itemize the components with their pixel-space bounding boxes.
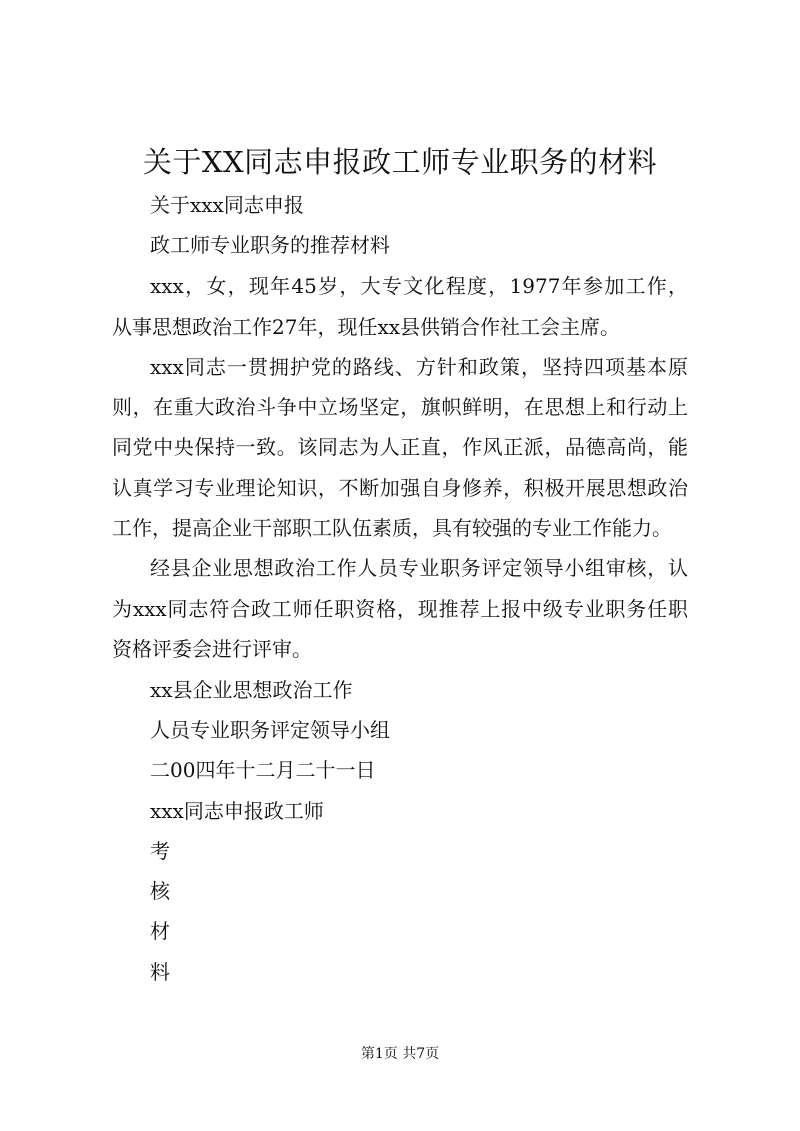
vertical-char-2: 核	[150, 879, 170, 903]
paragraph-3-line-3: 资格评委会进行评审。	[112, 637, 312, 661]
page-footer: 第1页 共7页	[360, 1046, 440, 1062]
paragraph-2-line-3: 同党中央保持一致。该同志为人正直，作风正派，品德高尚，能	[112, 435, 688, 459]
paragraph-1-line-1: xxx，女，现年45岁，大专文化程度，1977年参加工作，	[150, 274, 688, 298]
paragraph-2-line-4: 认真学习专业理论知识，不断加强自身修养，积极开展思想政治	[112, 476, 688, 500]
signature-line-2: 人员专业职务评定领导小组	[150, 718, 390, 742]
paragraph-2-line-5: 工作，提高企业干部职工队伍素质，具有较强的专业工作能力。	[112, 516, 672, 540]
paragraph-3-line-2: 为xxx同志符合政工师任职资格，现推荐上报中级专业职务任职	[112, 597, 688, 621]
vertical-char-1: 考	[150, 839, 170, 863]
subtitle-line-2: 政工师专业职务的推荐材料	[150, 233, 390, 257]
signature-line-1: xx县企业思想政治工作	[150, 678, 353, 702]
paragraph-2-line-1: xxx同志一贯拥护党的路线、方针和政策，坚持四项基本原	[150, 355, 688, 379]
signature-date: 二00四年十二月二十一日	[150, 758, 376, 782]
vertical-char-4: 料	[150, 960, 170, 984]
appendix-title: xxx同志申报政工师	[150, 799, 324, 823]
vertical-char-3: 材	[150, 919, 170, 943]
subtitle-line-1: 关于xxx同志申报	[150, 193, 304, 217]
paragraph-2-line-2: 则，在重大政治斗争中立场坚定，旗帜鲜明，在思想上和行动上	[112, 395, 688, 419]
paragraph-1-line-2: 从事思想政治工作27年，现任xx县供销合作社工会主席。	[112, 315, 621, 339]
document-title: 关于XX同志申报政工师专业职务的材料	[142, 145, 658, 179]
paragraph-3-line-1: 经县企业思想政治工作人员专业职务评定领导小组审核，认	[150, 556, 688, 580]
